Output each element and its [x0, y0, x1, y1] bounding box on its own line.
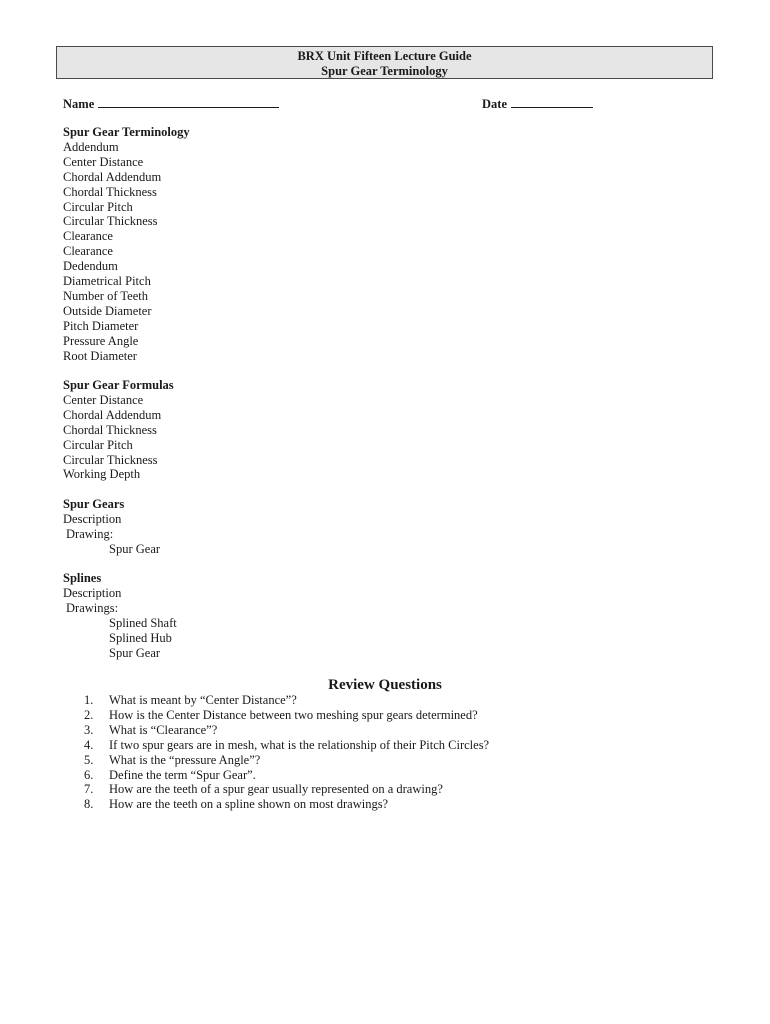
terminology-item: Clearance: [63, 229, 113, 244]
splines-drawing-item: Spur Gear: [109, 645, 161, 660]
review-questions-title: Review Questions: [328, 677, 442, 693]
question-item: [84, 797, 489, 812]
spur-gears-section: [63, 497, 160, 557]
terminology-item: Number of Teeth: [63, 288, 148, 303]
question-text: How are the teeth of a spur gear usually represented on a drawing?: [109, 782, 443, 797]
spur-gears-description: Description: [63, 511, 122, 526]
splines-section: [63, 571, 177, 660]
terminology-item: Clearance: [63, 244, 113, 259]
question-item: [84, 693, 489, 708]
terminology-item: Center Distance: [63, 154, 144, 169]
date-label: Date: [482, 97, 507, 111]
question-item: [84, 723, 489, 738]
name-label: Name: [63, 97, 95, 111]
date-field: [482, 95, 593, 112]
review-questions-list: [84, 693, 489, 812]
spur-gears-heading: Spur Gears: [63, 497, 125, 511]
formula-item: Chordal Addendum: [63, 407, 162, 422]
question-number: 8.: [84, 797, 94, 812]
splines-description: Description: [63, 585, 122, 600]
date-blank-line[interactable]: [511, 95, 593, 108]
question-number: 7.: [84, 782, 94, 797]
question-text: Define the term “Spur Gear”.: [109, 767, 256, 782]
review-questions-heading: [0, 676, 770, 694]
spur-gears-drawing-item: Spur Gear: [109, 541, 161, 556]
splines-drawing-label: Drawings:: [66, 600, 119, 615]
question-number: 5.: [84, 752, 94, 767]
terminology-item: Chordal Addendum: [63, 169, 162, 184]
formula-item: Chordal Thickness: [63, 422, 157, 437]
terminology-section: [63, 125, 190, 364]
question-text: What is “Clearance”?: [109, 722, 218, 737]
question-item: [84, 738, 489, 753]
terminology-item: Addendum: [63, 139, 119, 154]
formula-item: Working Depth: [63, 467, 141, 482]
question-number: 2.: [84, 707, 94, 722]
formulas-heading: Spur Gear Formulas: [63, 378, 174, 392]
question-item: [84, 782, 489, 797]
question-item: [84, 708, 489, 723]
question-text: If two spur gears are in mesh, what is the relationship of their Pitch Circles?: [109, 737, 490, 752]
formula-item: Circular Thickness: [63, 452, 158, 467]
spur-gears-drawing-label: Drawing:: [66, 526, 114, 541]
terminology-item: Diametrical Pitch: [63, 274, 151, 289]
question-number: 1.: [84, 693, 94, 707]
terminology-heading: Spur Gear Terminology: [63, 125, 190, 139]
document-header: [56, 46, 713, 79]
document-title: BRX Unit Fifteen Lecture Guide: [297, 49, 472, 63]
terminology-item: Circular Pitch: [63, 199, 133, 214]
formula-item: Circular Pitch: [63, 437, 133, 452]
question-text: What is the “pressure Angle”?: [109, 752, 261, 767]
question-text: What is meant by “Center Distance”?: [109, 693, 297, 707]
splines-drawing-item: Splined Shaft: [109, 615, 177, 630]
question-number: 3.: [84, 722, 94, 737]
formulas-section: [63, 378, 174, 482]
terminology-item: Circular Thickness: [63, 214, 158, 229]
name-blank-line[interactable]: [98, 95, 279, 108]
document-subtitle: Spur Gear Terminology: [321, 64, 448, 78]
terminology-item: Outside Diameter: [63, 303, 152, 318]
terminology-item: Pressure Angle: [63, 333, 139, 348]
terminology-item: Dedendum: [63, 259, 118, 274]
name-field: [63, 95, 279, 112]
splines-heading: Splines: [63, 571, 102, 585]
question-item: [84, 768, 489, 783]
question-number: 4.: [84, 737, 94, 752]
terminology-item: Root Diameter: [63, 348, 137, 363]
question-number: 6.: [84, 767, 94, 782]
terminology-item: Chordal Thickness: [63, 184, 157, 199]
question-text: How are the teeth on a spline shown on most drawings?: [109, 797, 389, 812]
question-item: [84, 753, 489, 768]
splines-drawing-item: Splined Hub: [109, 630, 172, 645]
terminology-item: Pitch Diameter: [63, 318, 139, 333]
question-text: How is the Center Distance between two meshing spur gears determined?: [109, 707, 478, 722]
formula-item: Center Distance: [63, 392, 144, 407]
